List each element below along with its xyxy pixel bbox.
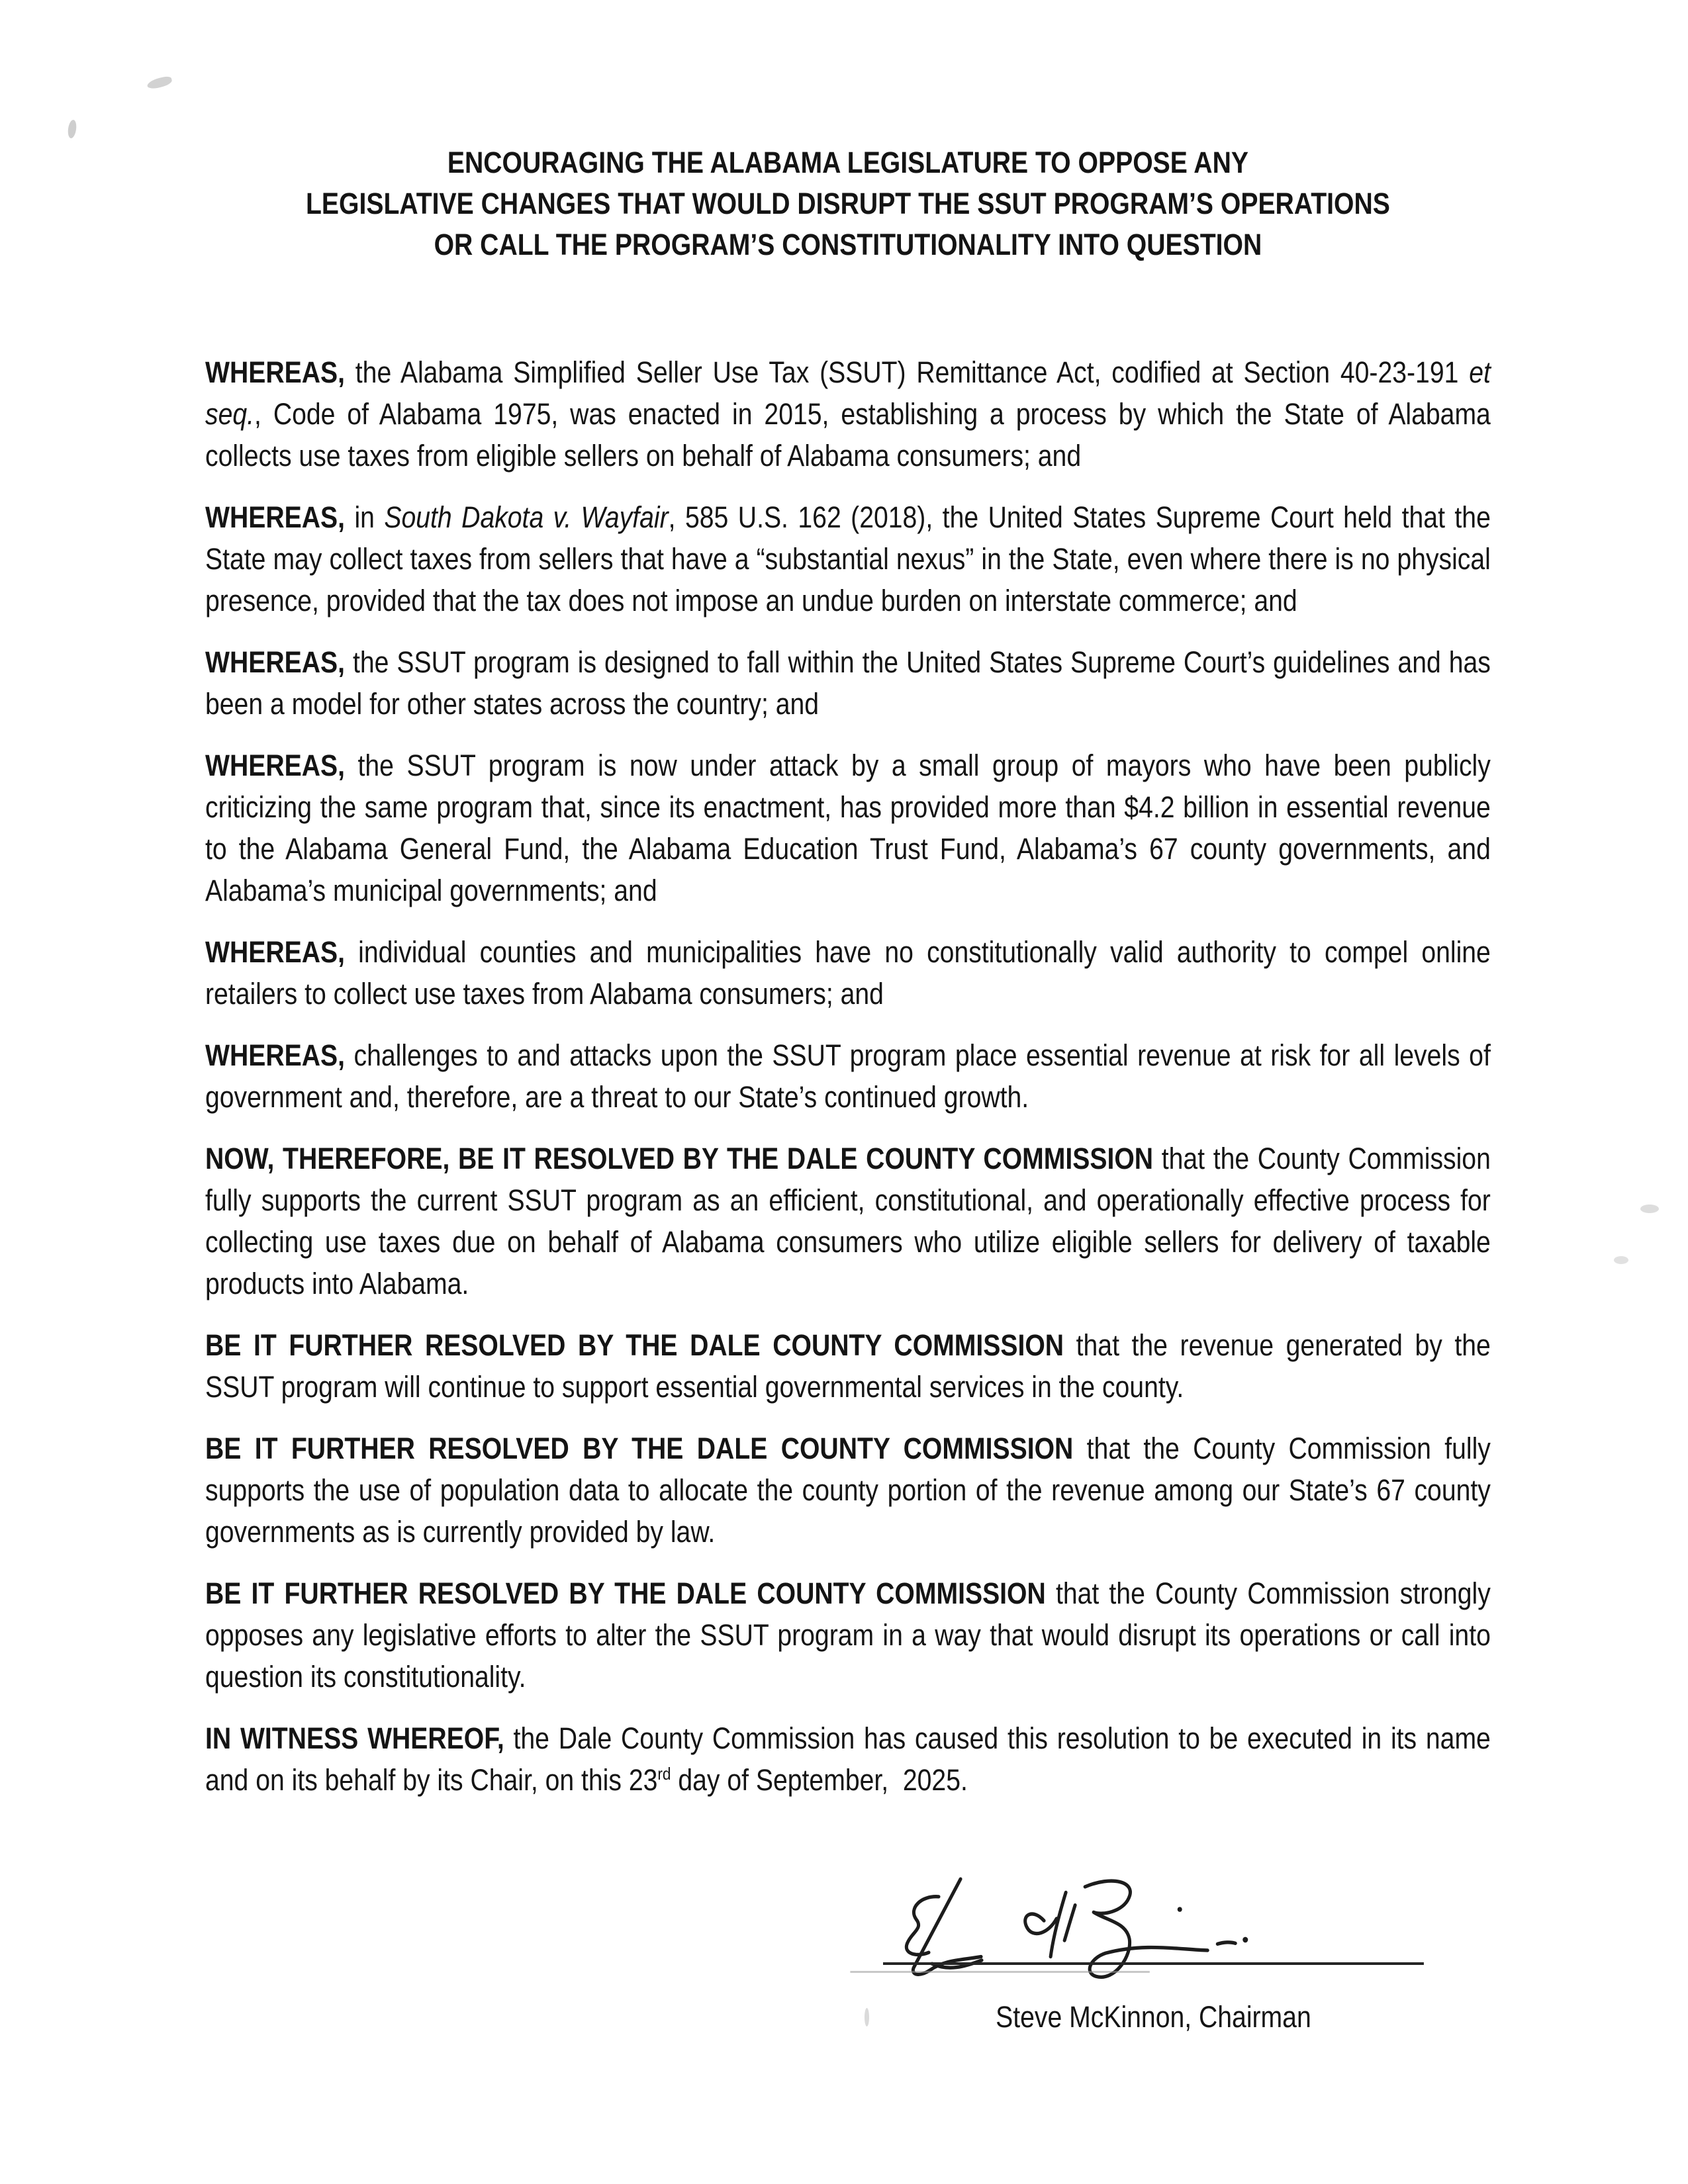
paragraphs [205, 351, 1491, 1801]
text-run: , 585 U.S. 162 (2018), the United States Supreme Court held that the State may collect taxes from sellers that have a “substantial nexus” in the State, even where there is no physical presence, provided that the tax does not impose an undue burden on interstate commerce; and [205, 500, 1491, 617]
text-run: that the County Commission strongly opposes any legislative efforts to alter the SSUT program in a way that would disrupt its operations or call into question its constitutionality. [205, 1576, 1491, 1694]
paragraph [205, 351, 1491, 477]
text-run: that the County Commission fully supports the current SSUT program as an efficient, constitutional, and operationally effective process for collecting use taxes due on behalf of Alabama consumers who utilize eligible sellers for delivery of taxable products into Alabama. [205, 1142, 1491, 1300]
text-run: that the County Commission fully supports the use of population data to allocate the county portion of the revenue among our State’s 67 county governments as is currently provided by law. [205, 1432, 1491, 1549]
paragraph [205, 1717, 1491, 1801]
text-run: BE IT FURTHER RESOLVED BY THE DALE COUNTY COMMISSION [205, 1432, 1074, 1465]
text-run: rd [657, 1764, 671, 1784]
text-run: BE IT FURTHER RESOLVED BY THE DALE COUNTY COMMISSION [205, 1328, 1064, 1362]
document-title [205, 142, 1491, 265]
paragraph [205, 1324, 1491, 1408]
signature-block [205, 1831, 1491, 2109]
text-run: , Code of Alabama 1975, was enacted in 2015, establishing a process by which the State of Alabama collects use taxes from eligible sellers on behalf of Alabama consumers; and [205, 397, 1491, 473]
scan-artifact [1614, 1256, 1628, 1264]
text-run: WHEREAS, [205, 355, 345, 389]
text-run: the SSUT program is now under attack by a small group of mayors who have been publicly criticizing the same program that, since its enactment, has provided more than $4.2 billion in essential revenue to the Alabama General Fund, the Alabama Education Trust Fund, Alabama’s 67 county governments, and Alabama’s municipal governments; and [205, 749, 1491, 907]
text-run: the Dale County Commission has caused this resolution to be executed in its name and on its behalf by its Chair, on this 23 [205, 1721, 1491, 1797]
text-run: individual counties and municipalities have no constitutionally valid authority to compel online retailers to collect use taxes from Alabama consumers; and [205, 935, 1491, 1011]
title-line: ENCOURAGING THE ALABAMA LEGISLATURE TO OPPOSE ANY [447, 146, 1248, 179]
text-run: day of September, 2025. [671, 1763, 968, 1797]
text-run: the SSUT program is designed to fall within the United States Supreme Court’s guidelines and has been a model for other states across the country; and [205, 645, 1491, 721]
text-run: in [344, 500, 385, 534]
scan-artifact [67, 119, 77, 138]
text-run: WHEREAS, [205, 749, 345, 782]
signature-line-echo [850, 1971, 1149, 1973]
paragraph [205, 931, 1491, 1015]
paragraph [205, 745, 1491, 911]
text-run: South Dakota v. Wayfair [384, 500, 669, 534]
text-run: WHEREAS, [205, 645, 345, 679]
paragraph [205, 496, 1491, 621]
paragraph [205, 1138, 1491, 1304]
text-run: et seq. [205, 355, 1491, 431]
title-line: LEGISLATIVE CHANGES THAT WOULD DISRUPT THE SSUT PROGRAM’S OPERATIONS [306, 187, 1390, 220]
title-line: OR CALL THE PROGRAM’S CONSTITUTIONALITY INTO QUESTION [434, 228, 1262, 261]
signature-ink [883, 1877, 1346, 1983]
text-run: challenges to and attacks upon the SSUT program place essential revenue at risk for all levels of government and, therefore, are a threat to our State’s continued growth. [205, 1038, 1491, 1114]
signature-line [883, 1962, 1424, 1965]
text-run: WHEREAS, [205, 935, 345, 969]
paragraph [205, 1572, 1491, 1698]
paragraph [205, 1428, 1491, 1553]
text-run: IN WITNESS WHEREOF, [205, 1721, 504, 1755]
paragraph [205, 1034, 1491, 1118]
text-run: WHEREAS, [205, 1038, 345, 1072]
text-run: NOW, THEREFORE, BE IT RESOLVED BY THE DALE COUNTY COMMISSION [205, 1142, 1154, 1175]
scan-artifact [1640, 1205, 1659, 1213]
paragraph [205, 641, 1491, 725]
text-run: BE IT FURTHER RESOLVED BY THE DALE COUNTY COMMISSION [205, 1576, 1046, 1610]
scan-artifact [146, 75, 173, 91]
text-run: the Alabama Simplified Seller Use Tax (SSUT) Remittance Act, codified at Section 40-23-191 [344, 355, 1470, 389]
text-run: that the revenue generated by the SSUT program will continue to support essential governmental services in the county. [205, 1328, 1491, 1404]
text-run: WHEREAS, [205, 500, 345, 534]
document-content [205, 0, 1491, 2109]
signer-name: Steve McKinnon, Chairman [996, 2000, 1311, 2034]
